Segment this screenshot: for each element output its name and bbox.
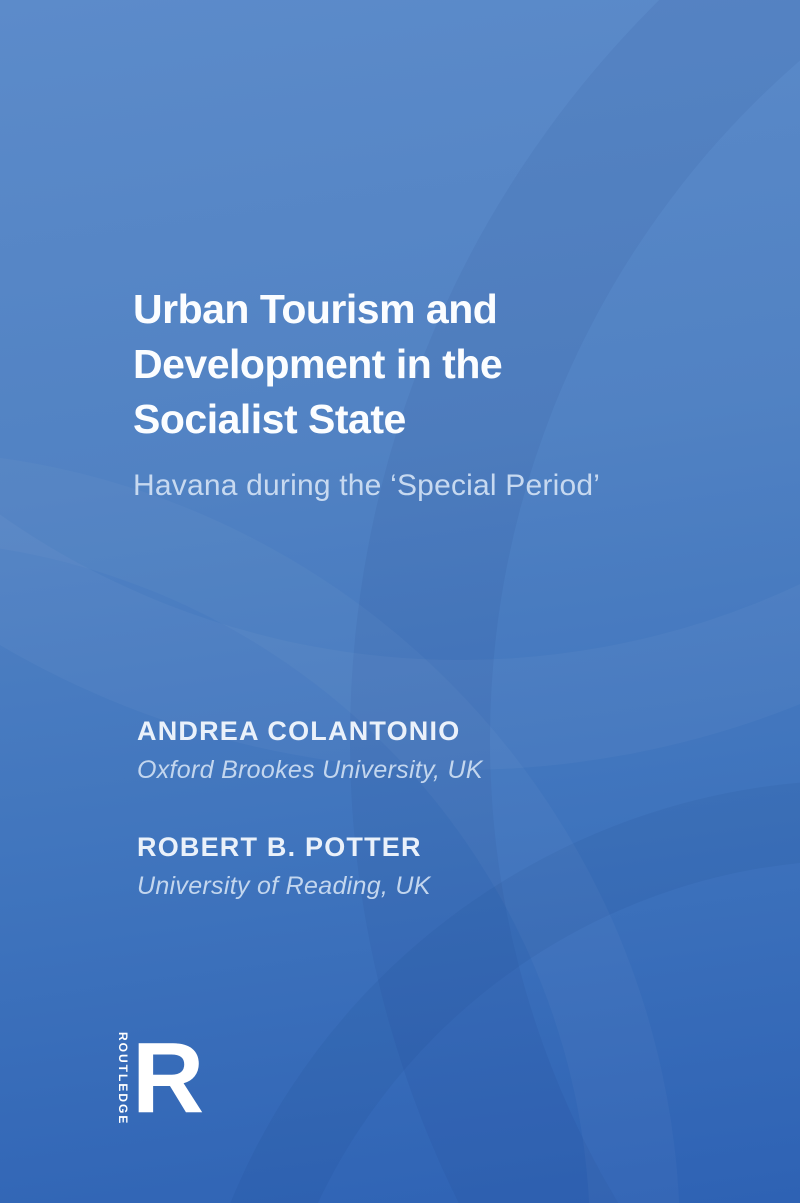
title-block [133,282,733,503]
authors-block [137,716,697,948]
author-name: ANDREA COLANTONIO [137,716,461,746]
background-swirl [350,0,800,1203]
routledge-logo [116,1022,205,1138]
book-title [133,282,733,447]
author-affiliation: Oxford Brookes University, UK [137,756,483,784]
title-line-1: Urban Tourism and [133,286,498,332]
routledge-logo-letter: R [132,1022,205,1134]
title-line-2: Development in the [133,341,503,387]
author-name: ROBERT B. POTTER [137,832,422,862]
author-entry [137,832,697,901]
routledge-logo-text: ROUTLEDGE [116,1032,130,1126]
author-entry [137,716,697,785]
title-line-3: Socialist State [133,396,406,442]
book-subtitle: Havana during the ‘Special Period’ [133,469,601,502]
author-affiliation: University of Reading, UK [137,872,431,900]
